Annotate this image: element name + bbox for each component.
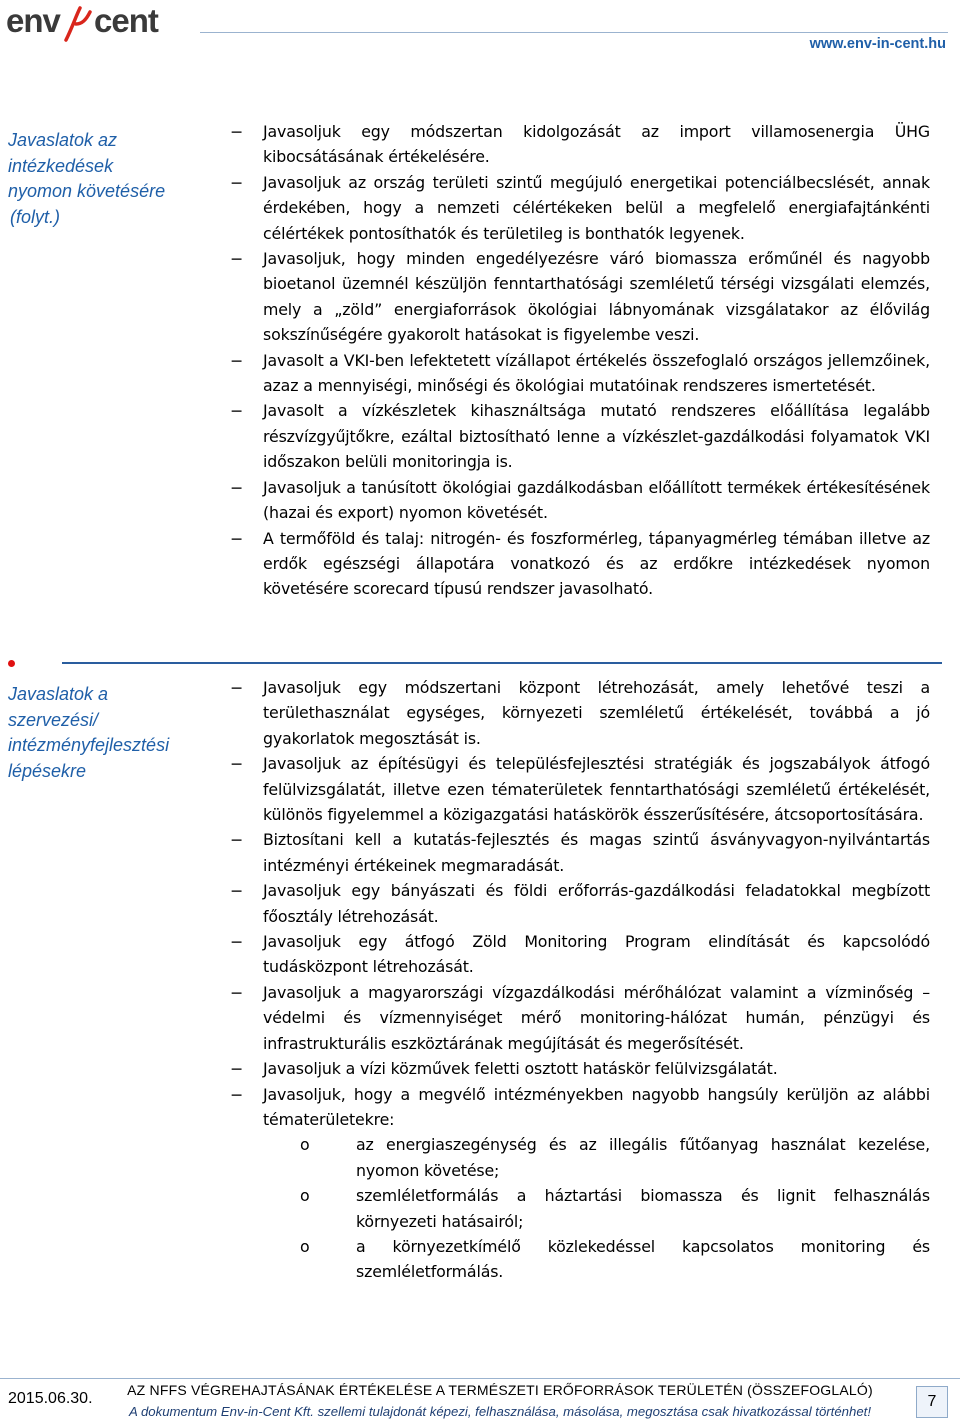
side-heading-line: lépésekre: [8, 760, 87, 781]
list-item: − Javasoljuk, hogy a megvélő intézményekben nagyobb hangsúly kerüljön az alábbi tématerületekre:: [228, 1082, 930, 1133]
section-bullet-icon: [8, 660, 15, 667]
dash-bullet: −: [230, 1084, 244, 1104]
list-item: − Biztosítani kell a kutatás-fejlesztés és magas szintű ásványvagyon-nyilvántartás intézményi értékeinek megmaradását.: [228, 827, 930, 878]
circle-bullet: o: [300, 1135, 310, 1155]
dash-bullet: −: [230, 932, 244, 952]
dash-bullet: −: [230, 678, 244, 697]
list-item: − Javasoljuk egy bányászati és földi erőforrás-gazdálkodási feladatokkal megbízott főosztály létrehozását.: [228, 878, 930, 929]
list-item: − Javasoljuk egy módszertani központ létrehozását, amely lehetővé teszi a területhasználat egységes, környezeti szemléletű értékelését, továbbá a jó gyakorlatok megosztását is.: [228, 675, 930, 751]
footer-title: AZ NFFS VÉGREHAJTÁSÁNAK ÉRTÉKELÉSE A TERMÉSZETI ERŐFORRÁSOK TERÜLETÉN (ÖSSZEFOGLALÓ): [127, 1382, 873, 1398]
dash-bullet: −: [230, 249, 244, 269]
list-item: − Javasoljuk egy átfogó Zöld Monitoring Program elindítását és kapcsolódó tudásközpont létrehozását.: [228, 929, 930, 980]
svg-text:env: env: [6, 2, 60, 39]
side-heading-line: Javaslatok az: [8, 130, 118, 150]
dash-bullet: −: [230, 350, 244, 370]
dash-bullet: −: [230, 982, 244, 1002]
side-heading-line: (folyt.): [10, 206, 61, 227]
dash-bullet: −: [230, 477, 244, 497]
side-heading-line: Javaslatok a: [8, 684, 109, 704]
dash-bullet: −: [230, 754, 244, 774]
list-item: − A termőföld és talaj: nitrogén- és foszformérleg, tápanyagmérleg témában illetve az erdők egészségi állapotára vonatkozó és az erdőkre intézkedések nyomon követésére scorecard típusú rendszer javasolható.: [228, 526, 930, 602]
footer-date: 2015.06.30.: [8, 1390, 93, 1407]
dash-bullet: −: [230, 528, 244, 548]
svg-text:cent: cent: [94, 2, 158, 39]
list-item: − Javasoljuk egy módszertan kidolgozását az import villamosenergia ÜHG kibocsátásának értékelésére.: [228, 119, 930, 170]
footer-copyright-note: A dokumentum Env-in-Cent Kft. szellemi tulajdonát képezi, felhasználása, másolása, megosztása csak hivatkozással történhet!: [128, 1404, 872, 1419]
list-item: − Javasolt a VKI-ben lefektetett vízállapot értékelés összefoglaló országos jellemzőinek, azaz a mennyiségi, minőségi és ökológiai mutatóinak rendszeres ismertetését.: [228, 348, 930, 399]
recommendations-list-organizational: [228, 675, 930, 1285]
circle-bullet: o: [300, 1236, 310, 1256]
side-heading-line: szervezési/: [8, 709, 99, 730]
footer-divider: [0, 1378, 960, 1379]
side-heading-followup: [8, 128, 198, 230]
dash-bullet: −: [230, 122, 244, 141]
dash-bullet: −: [230, 881, 244, 901]
list-item: − Javasoljuk az építésügyi és településfejlesztési stratégiák és jogszabályok átfogó felülvizsgálatát, illetve ezen tématerületek fenntarthatósági szemléletű értékelését, különös figyelemmel a közigazgatási hatáskörök ésszerűsítésére, átcsoportosítására.: [228, 751, 930, 827]
list-item: − Javasoljuk az ország területi szintű megújuló energetikai potenciálbecslését, annak érdekében, hogy a nemzeti célértékeken belül a megfelelő energiafajtánkénti célértékek pontosíthatók és területileg is bonthatók legyenek.: [228, 170, 930, 246]
section-divider: [62, 662, 942, 664]
list-item: − Javasolt a vízkészletek kihasználtsága mutató rendszeres előállítása legalább részvízgyűjtőkre, ezáltal biztosítható lenne a vízkészlet-gazdálkodási folyamatok VKI időszakon belüli monitoringja is.: [228, 398, 930, 474]
sub-list-item: o az energiaszegénység és az illegális fűtőanyag használat kezelése, nyomon követése;: [228, 1132, 930, 1183]
dash-bullet: −: [230, 1059, 244, 1079]
recommendations-list-followup: [228, 119, 930, 602]
dash-bullet: −: [230, 172, 244, 192]
list-item: − Javasoljuk, hogy minden engedélyezésre váró biomassza erőműnél és nagyobb bioetanol üzemnél készüljön fenntarthatósági szemléletű térségi vizsgálati elemzés, mely a „zöld” energiaforrások ökológiai lábnyomának vizsgálatakor az élővilág sokszínűségére gyakorolt hatásokat is figyelembe veszi.: [228, 246, 930, 348]
side-heading-organizational: [8, 682, 198, 784]
page-number: 7: [916, 1386, 948, 1418]
list-item: − Javasoljuk a magyarországi vízgazdálkodási mérőhálózat valamint a vízminőség – védelmi és vízmennyiséget mérő monitoring-hálózat humán, pénzügyi és infrastrukturális eszköztárának megújítását és megerősítését.: [228, 980, 930, 1056]
sub-list-item: o szemléletformálás a háztartási biomassza és lignit felhasználás környezeti hatásairól;: [228, 1183, 930, 1234]
side-heading-line: intézkedések: [8, 155, 114, 176]
header-divider: [200, 32, 948, 33]
dash-bullet: −: [230, 401, 244, 421]
dash-bullet: −: [230, 830, 244, 850]
side-heading-line: nyomon követésére: [8, 181, 166, 201]
sub-list-item: o a környezetkímélő közlekedéssel kapcsolatos monitoring és szemléletformálás.: [228, 1234, 930, 1285]
company-logo: [6, 2, 196, 44]
circle-bullet: o: [300, 1186, 310, 1206]
header-url[interactable]: www.env-in-cent.hu: [809, 36, 946, 52]
list-item: − Javasoljuk a tanúsított ökológiai gazdálkodásban előállított termékek értékesítésének (hazai és export) nyomon követését.: [228, 475, 930, 526]
side-heading-line: intézményfejlesztési: [8, 735, 170, 755]
list-item: − Javasoljuk a vízi közművek feletti osztott hatáskör felülvizsgálatát.: [228, 1056, 930, 1081]
